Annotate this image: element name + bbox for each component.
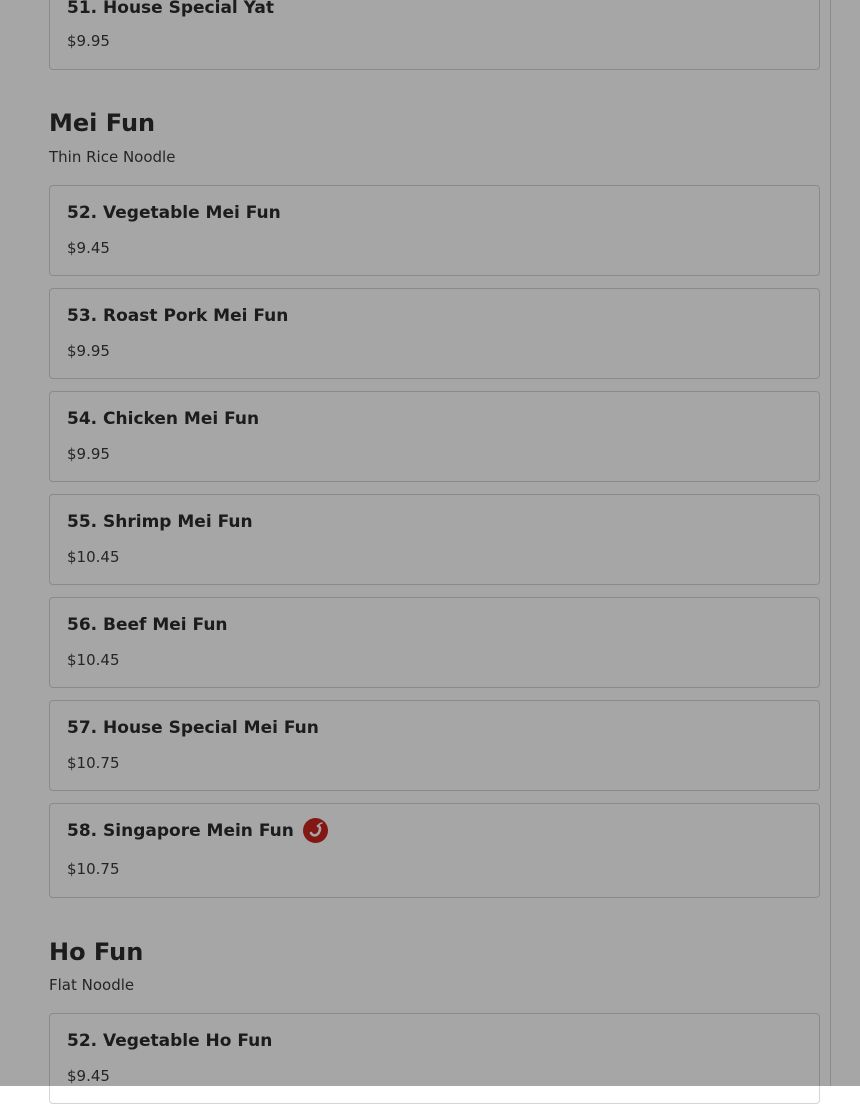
section-title: Ho Fun [49, 938, 144, 966]
menu-item-price: $10.45 [67, 548, 120, 566]
menu-item-name: 55. Shrimp Mei Fun [67, 512, 253, 532]
section-subtitle: Flat Noodle [49, 976, 135, 994]
menu-item-name: 52. Vegetable Ho Fun [67, 1031, 273, 1051]
menu-item-name: 53. Roast Pork Mei Fun [67, 306, 289, 326]
menu-item-card[interactable] [49, 391, 820, 482]
menu-item-name: 58. Singapore Mein Fun [67, 820, 294, 841]
menu-item-card[interactable] [49, 494, 820, 585]
menu-item-card[interactable] [49, 803, 820, 898]
menu-item-card[interactable] [49, 0, 820, 70]
menu-item-card[interactable] [49, 1013, 820, 1104]
menu-item-price: $9.95 [67, 445, 110, 463]
spicy-pepper-icon [303, 818, 328, 843]
section-title: Mei Fun [49, 109, 156, 137]
page-edge-divider [830, 0, 831, 1086]
section-subtitle: Thin Rice Noodle [49, 148, 176, 166]
menu-item-card[interactable] [49, 288, 820, 379]
menu-item-price: $10.75 [67, 754, 120, 772]
menu-item-name: 51. House Special Yat [67, 0, 275, 18]
menu-item-price: $9.45 [67, 239, 110, 257]
menu-item-price: $9.95 [67, 32, 110, 50]
menu-item-name: 54. Chicken Mei Fun [67, 409, 260, 429]
menu-item-price: $9.95 [67, 342, 110, 360]
menu-item-price: $9.45 [67, 1067, 110, 1085]
menu-item-name: 52. Vegetable Mei Fun [67, 203, 281, 223]
menu-item-name: 56. Beef Mei Fun [67, 615, 228, 635]
menu-item-card[interactable] [49, 597, 820, 688]
menu-item-card[interactable] [49, 185, 820, 276]
menu-item-name: 57. House Special Mei Fun [67, 718, 319, 738]
menu-item-card[interactable] [49, 700, 820, 791]
menu-item-name-row [67, 818, 328, 843]
menu-item-price: $10.75 [67, 860, 120, 878]
menu-item-price: $10.45 [67, 651, 120, 669]
